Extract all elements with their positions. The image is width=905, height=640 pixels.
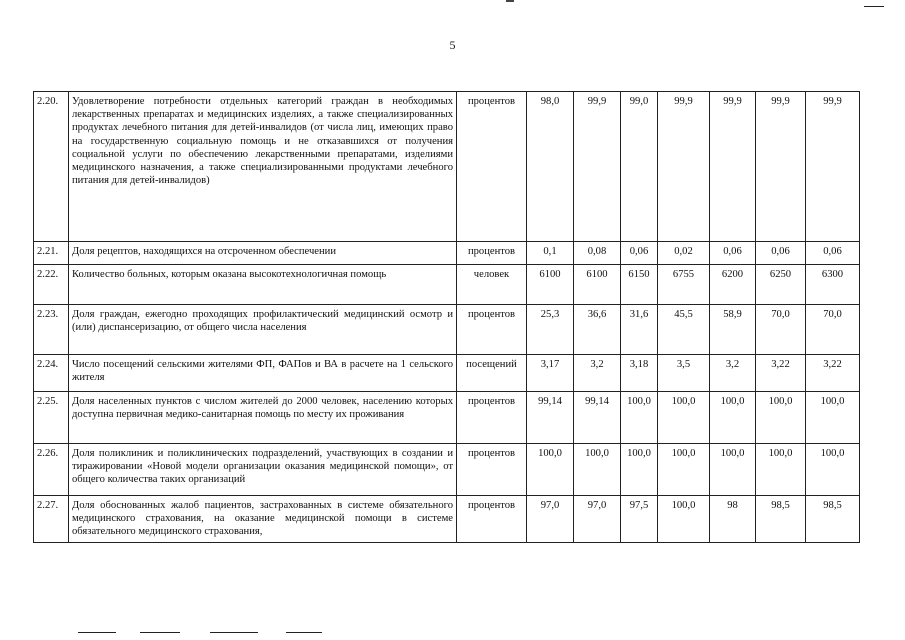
- indicator-value: 99,9: [756, 92, 806, 242]
- indicator-value: 100,0: [658, 496, 710, 543]
- unit-of-measure: процентов: [457, 242, 527, 265]
- indicator-value: 100,0: [658, 392, 710, 444]
- indicator-value: 0,06: [806, 242, 860, 265]
- indicator-value: 97,0: [574, 496, 621, 543]
- indicator-value: 6100: [527, 265, 574, 305]
- row-number: 2.25.: [34, 392, 69, 444]
- indicator-value: 100,0: [621, 444, 658, 496]
- unit-of-measure: человек: [457, 265, 527, 305]
- indicator-value: 97,0: [527, 496, 574, 543]
- indicator-value: 0,06: [756, 242, 806, 265]
- unit-of-measure: процентов: [457, 305, 527, 355]
- indicator-value: 98,5: [756, 496, 806, 543]
- indicator-description: Доля рецептов, находящихся на отсроченном обеспечении: [69, 242, 457, 265]
- table-row: [34, 496, 860, 543]
- unit-of-measure: процентов: [457, 92, 527, 242]
- row-number: 2.22.: [34, 265, 69, 305]
- indicator-value: 100,0: [658, 444, 710, 496]
- indicator-value: 0,06: [621, 242, 658, 265]
- indicator-value: 100,0: [756, 392, 806, 444]
- table-row: [34, 392, 860, 444]
- indicator-value: 100,0: [756, 444, 806, 496]
- indicator-description: Удовлетворение потребности отдельных категорий граждан в необходимых лекарственных препаратах и медицинских изделиях, а также специализированных продуктах лечебного питания для детей-инвалидов (от числа лиц, имеющих право на государственную социальную помощь и не отказавшихся от получения социальной услуги по обеспечению лекарственными препаратами, изделиями медицинского назначения, а также специализированными продуктами лечебного питания для детей-инвалидов): [69, 92, 457, 242]
- row-number: 2.23.: [34, 305, 69, 355]
- indicator-value: 0,02: [658, 242, 710, 265]
- row-number: 2.20.: [34, 92, 69, 242]
- page-number: 5: [449, 38, 456, 52]
- indicator-value: 6300: [806, 265, 860, 305]
- indicator-value: 6755: [658, 265, 710, 305]
- indicator-value: 58,9: [710, 305, 756, 355]
- unit-of-measure: процентов: [457, 392, 527, 444]
- indicator-value: 98,0: [527, 92, 574, 242]
- indicator-description: Доля граждан, ежегодно проходящих профилактический медицинский осмотр и (или) диспансеризацию, от общего числа населения: [69, 305, 457, 355]
- indicator-value: 99,14: [574, 392, 621, 444]
- indicator-value: 99,9: [574, 92, 621, 242]
- table-row: [34, 355, 860, 392]
- indicator-value: 100,0: [574, 444, 621, 496]
- indicator-value: 98,5: [806, 496, 860, 543]
- indicator-value: 97,5: [621, 496, 658, 543]
- indicator-value: 45,5: [658, 305, 710, 355]
- indicator-value: 98: [710, 496, 756, 543]
- row-number: 2.24.: [34, 355, 69, 392]
- indicator-description: Количество больных, которым оказана высокотехнологичная помощь: [69, 265, 457, 305]
- indicator-value: 6200: [710, 265, 756, 305]
- scan-mark-corner: [864, 6, 884, 7]
- table-row: [34, 444, 860, 496]
- indicator-value: 99,9: [806, 92, 860, 242]
- unit-of-measure: процентов: [457, 444, 527, 496]
- indicator-value: 99,9: [710, 92, 756, 242]
- indicator-description: Доля населенных пунктов с числом жителей до 2000 человек, населению которых доступна первичная медико-санитарная помощь по месту их проживания: [69, 392, 457, 444]
- indicator-value: 6250: [756, 265, 806, 305]
- indicator-value: 6100: [574, 265, 621, 305]
- indicator-value: 31,6: [621, 305, 658, 355]
- table-row: [34, 92, 860, 242]
- indicator-value: 0,1: [527, 242, 574, 265]
- indicator-value: 3,2: [574, 355, 621, 392]
- scan-mark-top: [506, 0, 514, 2]
- indicator-description: Доля поликлиник и поликлинических подразделений, участвующих в создании и тиражировании «Новой модели организации оказания медицинской помощи», от общего количества таких организаций: [69, 444, 457, 496]
- indicator-value: 3,22: [806, 355, 860, 392]
- indicator-description: Число посещений сельскими жителями ФП, ФАПов и ВА в расчете на 1 сельского жителя: [69, 355, 457, 392]
- indicator-value: 25,3: [527, 305, 574, 355]
- indicator-value: 100,0: [806, 392, 860, 444]
- indicator-value: 3,5: [658, 355, 710, 392]
- indicator-value: 3,2: [710, 355, 756, 392]
- table-row: [34, 305, 860, 355]
- indicator-value: 70,0: [806, 305, 860, 355]
- indicator-value: 100,0: [710, 444, 756, 496]
- indicator-value: 3,22: [756, 355, 806, 392]
- indicator-description: Доля обоснованных жалоб пациентов, застрахованных в системе обязательного медицинского страхования, на оказание медицинской помощи в системе обязательного медицинского страхования,: [69, 496, 457, 543]
- indicator-value: 99,9: [658, 92, 710, 242]
- table-row: [34, 265, 860, 305]
- indicator-value: 99,14: [527, 392, 574, 444]
- indicator-value: 0,08: [574, 242, 621, 265]
- unit-of-measure: процентов: [457, 496, 527, 543]
- table-body: [34, 92, 860, 543]
- row-number: 2.26.: [34, 444, 69, 496]
- indicator-value: 100,0: [621, 392, 658, 444]
- footer-rules: [78, 632, 338, 634]
- table-row: [34, 242, 860, 265]
- unit-of-measure: посещений: [457, 355, 527, 392]
- indicator-value: 3,17: [527, 355, 574, 392]
- indicators-table: [33, 91, 860, 543]
- row-number: 2.21.: [34, 242, 69, 265]
- indicator-value: 3,18: [621, 355, 658, 392]
- indicator-value: 0,06: [710, 242, 756, 265]
- indicator-value: 99,0: [621, 92, 658, 242]
- indicator-value: 70,0: [756, 305, 806, 355]
- indicator-value: 100,0: [527, 444, 574, 496]
- indicator-value: 100,0: [710, 392, 756, 444]
- indicator-value: 6150: [621, 265, 658, 305]
- indicator-value: 100,0: [806, 444, 860, 496]
- indicator-value: 36,6: [574, 305, 621, 355]
- row-number: 2.27.: [34, 496, 69, 543]
